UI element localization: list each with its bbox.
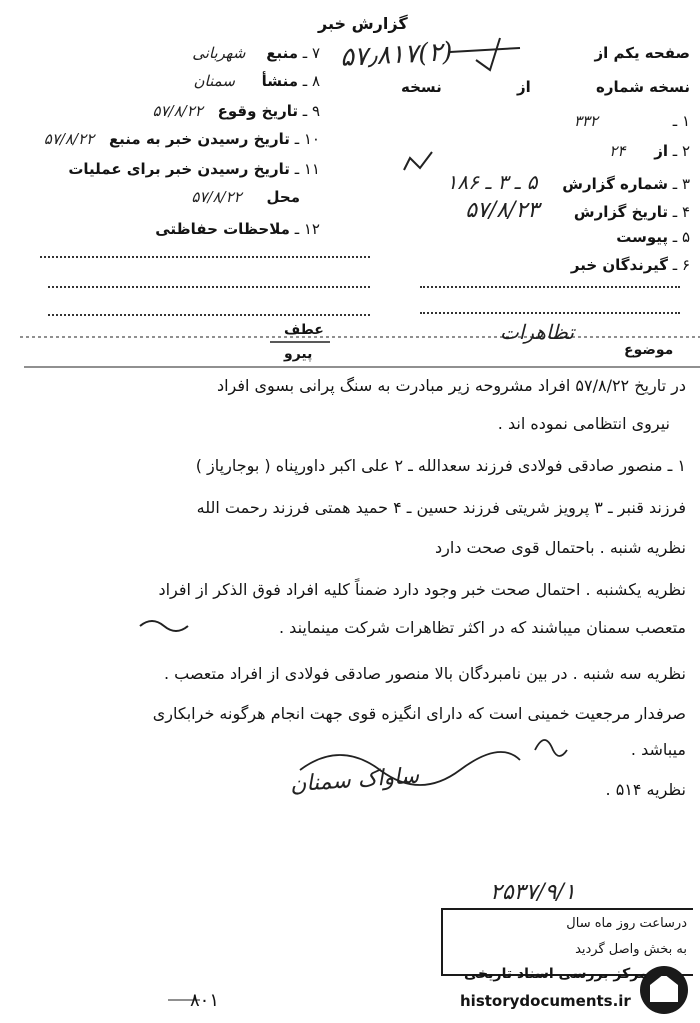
handwritten-file-number: ۵۷٫۸۱۷(۲): [339, 37, 454, 73]
body-line-8: نظریه سه شنبه . در بین نامبردگان بالا منصور صادقی فولادی از افراد متعصب .: [163, 664, 686, 683]
body-line-1: در تاریخ ۵۷/۸/۲۲ افراد مشروحه زیر مبادرت به سنگ پرانی بسوی افراد: [216, 376, 686, 395]
header-strike-line: [450, 48, 520, 52]
body-line-4: فرزند قنبر ـ ۳ پرویز شریتی فرزند حسین ـ ۴ حمید همتی فرزند رحمت الله: [196, 498, 686, 517]
handwritten-signature-text: ساواک سمنان: [289, 763, 420, 798]
stamp-line-1: درساعت روز ماه سال: [566, 916, 687, 931]
right-field-2: ۲ ـ از ۲۴: [609, 142, 690, 160]
copy-number-line: نسخه شماره از نسخه: [400, 78, 690, 96]
dotted-line: [48, 314, 370, 316]
right-field-report-date: ۴ ـ تاریخ گزارش ۵۷/۸/۲۳: [465, 198, 690, 223]
body-line-9: صرفدار مرجعیت خمینی است که دارای انگیزه قوی جهت انجام هرگونه خرابکاری: [152, 704, 686, 723]
field-security-notes: ۱۲ ـ ملاحظات حفاظتی: [155, 220, 320, 238]
dotted-line: [420, 286, 680, 288]
stamp-line-2: به بخش واصل گردید: [575, 942, 687, 957]
body-line-5: نظریه شنبه . باحتمال قوی صحت دارد: [435, 538, 686, 557]
right-field-attachment: ۵ ـ پیوست: [616, 228, 690, 246]
right-field-recipients: ۶ ـ گیرندگان خبر: [570, 256, 690, 274]
right-field-report-number: ۳ ـ شماره گزارش ۵ ـ ۳ ـ ۱۸۶: [446, 170, 690, 194]
dotted-line: [48, 286, 370, 288]
body-line-10: میباشد .: [630, 740, 686, 759]
body-line-2: نیروی انتظامی نموده اند .: [497, 414, 670, 433]
ref-atf-label: عطف: [284, 322, 324, 338]
dotted-line: [40, 256, 370, 258]
bottom-date: ۲۵۳۷/۹/۱: [490, 880, 576, 905]
field-received-source-date: ۱۰ ـ تاریخ رسیدن خبر به منبع ۵۷/۸/۲۲: [43, 130, 320, 148]
subject-value: تظاهرات: [500, 320, 575, 344]
field-event-date: ۹ ـ تاریخ وقوع ۵۷/۸/۲۲: [152, 102, 320, 120]
field-source: ۷ ـ منبع شهربانی: [192, 44, 320, 62]
right-field-1: ۱ ـ ۳۳۲: [573, 112, 690, 130]
field-received-operations-date: ۱۱ ـ تاریخ رسیدن خبر برای عملیات: [68, 160, 320, 178]
ref-peyro-label: پیرو: [284, 346, 313, 362]
body-line-11: نظریه ۵۱۴ .: [605, 780, 686, 799]
dotted-line: [420, 312, 680, 314]
body-line-6: نظریه یکشنبه . احتمال صحت خبر وجود دارد ضمناً کلیه افراد فوق الذکر از افراد: [158, 580, 686, 599]
signature-icon: [535, 740, 567, 756]
subject-label: موضوع: [624, 342, 674, 358]
footer-code: ۸۰۱: [190, 990, 220, 1011]
report-title: گزارش خبر: [318, 14, 408, 33]
field-origin: ۸ ـ منشأ سمنان: [193, 72, 320, 90]
body-line-3: ۱ ـ منصور صادقی فولادی فرزند سعدالله ـ ۲ علی اکبر داورپناه ( بوجارپاز ): [195, 456, 686, 475]
scribble-mark-icon: [140, 621, 188, 631]
watermark-url: historydocuments.ir: [460, 992, 631, 1010]
scribble-mark-icon: [404, 152, 432, 170]
check-mark-icon: [476, 38, 500, 70]
field-location: محل ۵۷/۸/۲۲: [191, 188, 300, 206]
page-indicator: صفحه یکم از: [594, 44, 690, 62]
watermark-text: مرکز بررسی اسناد تاریخی: [464, 966, 648, 982]
body-line-7: متعصب سمنان میباشند که در اکثر تظاهرات شرکت مینمایند .: [279, 618, 686, 637]
